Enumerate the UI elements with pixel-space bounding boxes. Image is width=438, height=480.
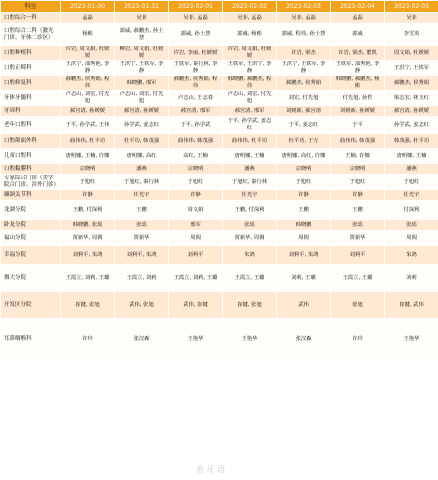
doctor-cell: 柳岩, 周文娟, 杜媛媛 (115, 46, 169, 61)
header-date: 2023-02-03 (277, 1, 331, 13)
doctor-cell: 许玲 (331, 319, 385, 360)
doctor-cell: 许静 (277, 190, 331, 201)
doctor-cell: 王鹏 (331, 201, 385, 220)
doctor-cell: 郭威, 程伟, 孙士慧 (277, 24, 331, 46)
dept-name: 口腔正畸科 (1, 61, 61, 76)
doctor-cell: 杨彬 (61, 24, 115, 46)
doctor-cell: 郝宫清, 邢军 (223, 106, 277, 117)
doctor-cell: 张瑶 (331, 220, 385, 231)
doctor-cell: 唐明娜, 高红, 许娜 (277, 149, 331, 164)
doctor-cell: 任光宇 (223, 190, 277, 201)
doctor-cell: 许岩, 梁杰 (277, 46, 331, 61)
doctor-cell: 张旭 (331, 292, 385, 319)
schedule-row (1, 190, 438, 201)
doctor-cell: 王鹏, 付深利 (223, 201, 277, 220)
schedule-row (1, 175, 438, 190)
doctor-cell: 王霞立, 刘莉, 王璐 (61, 265, 115, 292)
dept-name: 口腔黏膜科 (1, 164, 61, 175)
doctor-cell: 王鹏, 付深利 (61, 201, 115, 220)
doctor-cell: 杜平功, 于万 (277, 134, 331, 149)
doctor-cell: 郭威 (331, 24, 385, 46)
watermark-text: 香 牙 语 (196, 465, 226, 474)
doctor-cell: 王艳华 (385, 319, 438, 360)
doctor-cell: 于旭红, 秦行林 (115, 175, 169, 190)
doctor-cell: 吴菲, 孟磊 (223, 13, 277, 24)
doctor-cell: 郝鹏杰, 侯秀娟 (277, 76, 331, 91)
doctor-cell: 梁志宏, 林玉红 (385, 91, 438, 106)
doctor-cell: 潘燕 (115, 164, 169, 175)
schedule-body (1, 13, 438, 360)
doctor-cell: 王铁军, 邵秀艳, 李静 (331, 61, 385, 76)
doctor-cell: 唐明娜, 王楠 (385, 149, 438, 164)
schedule-row (1, 220, 438, 231)
doctor-cell: 王霞立, 刘莉 (115, 265, 169, 292)
doctor-cell: 曲伟伟, 韩茂强 (169, 134, 223, 149)
dept-name: 口腔综合二科（激光门诊、牙体二诊区） (1, 24, 61, 46)
dept-name: 老年口腔科 (1, 117, 61, 134)
dept-name: 专家综合门诊（美学院合门诊、涉外门诊） (1, 175, 61, 190)
doctor-cell: 王洪宁, 邵秀艳, 李静 (61, 61, 115, 76)
doctor-cell: 周文娟 (169, 201, 223, 220)
doctor-cell: 郭威, 孙士慧 (169, 24, 223, 46)
dept-name: 耳鼻咽喉科 (1, 319, 61, 360)
doctor-cell: 韩晓鹏, 邢军 (115, 76, 169, 91)
doctor-cell: 王铁军, 秦行林, 李静 (169, 61, 223, 76)
doctor-cell: 刘树新, 郝宫清 (277, 106, 331, 117)
doctor-cell: 宗晓明 (61, 164, 115, 175)
schedule-row (1, 231, 438, 246)
doctor-cell: 于平, 孙学武, 姜志红 (223, 117, 277, 134)
dept-name: 开发区分院 (1, 292, 61, 319)
header-row (1, 1, 438, 13)
doctor-cell: 卢志山, 刘宏, 付先旭 (61, 91, 115, 106)
doctor-cell: 王洪宁, 王铁军, 李静 (277, 61, 331, 76)
doctor-cell: 刘宏, 付先旭 (277, 91, 331, 106)
schedule-row (1, 265, 438, 292)
header-date: 2023-02-01 (169, 1, 223, 13)
doctor-cell: 于旭红, 秦行林 (223, 175, 277, 190)
doctor-cell: 朱鸿 (223, 246, 277, 265)
dept-name: 牙周科 (1, 106, 61, 117)
doctor-cell: 郝鹏杰, 侯秀娟, 程伟 (61, 76, 115, 91)
dept-name: 幸福分院 (1, 246, 61, 265)
doctor-cell: 王霞立, 王璐 (223, 265, 277, 292)
schedule-row (1, 134, 438, 149)
doctor-cell: 曲伟伟, 杜平功 (61, 134, 115, 149)
doctor-cell: 刘利平, 朱鸿 (61, 246, 115, 265)
dept-name: 卧龙分院 (1, 220, 61, 231)
header-date: 2023-01-31 (115, 1, 169, 13)
doctor-cell: 王洪宁, 王铁军, 李静 (115, 61, 169, 76)
doctor-cell: 张瑶 (115, 220, 169, 231)
doctor-cell: 周倜 (169, 231, 223, 246)
schedule-row (1, 24, 438, 46)
doctor-cell: 潘燕 (223, 164, 277, 175)
doctor-cell: 刘利平 (331, 246, 385, 265)
doctor-cell: 刘利平 (169, 246, 223, 265)
doctor-cell: 邢军 (169, 220, 223, 231)
doctor-cell: 卢志山, 王志春 (169, 91, 223, 106)
doctor-cell: 韩晓鹏, 郝鹏杰, 杨彬 (331, 76, 385, 91)
dept-name: 福山分院 (1, 231, 61, 246)
doctor-cell: 刘莉 (385, 265, 438, 292)
doctor-cell: 卢志山, 刘宏, 付先旭 (115, 91, 169, 106)
schedule-row (1, 117, 438, 134)
doctor-cell: 刘树新, 孙媛媛 (331, 106, 385, 117)
doctor-cell: 吴菲 (385, 13, 438, 24)
doctor-cell: 张瑶 (223, 220, 277, 231)
doctor-cell: 王艳华 (223, 319, 277, 360)
doctor-cell: 许静 (61, 190, 115, 201)
doctor-cell: 高红, 王楠 (169, 149, 223, 164)
schedule-row (1, 292, 438, 319)
doctor-cell: 武伟, 张旭 (115, 292, 169, 319)
schedule-row (1, 91, 438, 106)
header-dept: 科室 (1, 1, 61, 13)
doctor-cell: 刘利平, 朱鸿 (277, 246, 331, 265)
doctor-cell: 周文娟, 杜媛媛 (385, 46, 438, 61)
doctor-cell: 付深利 (385, 201, 438, 220)
doctor-cell: 郝鹏杰, 侯秀娟, 程伟 (169, 76, 223, 91)
header-date: 2023-02-02 (223, 1, 277, 13)
doctor-cell: 武伟, 崔键 (169, 292, 223, 319)
doctor-cell: 郭威, 郝鹏杰, 孙士慧 (115, 24, 169, 46)
doctor-cell: 王鹏 (115, 201, 169, 220)
doctor-cell: 贾新华 (115, 231, 169, 246)
dept-name: 口腔颌面外科 (1, 134, 61, 149)
doctor-cell: 吴菲, 孟磊 (169, 13, 223, 24)
dept-name: 颞颌关节科 (1, 190, 61, 201)
doctor-cell: 张汉森 (115, 319, 169, 360)
doctor-cell: 孟磊 (331, 13, 385, 24)
doctor-cell: 许岩, 李丽, 杜媛媛 (169, 46, 223, 61)
doctor-cell: 任光宇 (385, 190, 438, 201)
dept-name: 牙体牙髓科 (1, 91, 61, 106)
doctor-cell: 张瑶 (385, 220, 438, 231)
doctor-cell: 韩茂强, 杜平功 (385, 134, 438, 149)
dept-name: 龙湖分院 (1, 201, 61, 220)
doctor-cell: 郝鹏杰, 侯秀娟 (385, 76, 438, 91)
dept-name: 烟大分院 (1, 265, 61, 292)
doctor-cell: 于旭红 (61, 175, 115, 190)
doctor-cell: 卢志山, 刘宏, 付先旭 (223, 91, 277, 106)
doctor-cell: 王艳华 (169, 319, 223, 360)
doctor-cell: 任光宇 (115, 190, 169, 201)
doctor-cell: 吴菲, 孟磊 (277, 13, 331, 24)
doctor-cell: 孟磊 (61, 13, 115, 24)
schedule-row (1, 164, 438, 175)
doctor-cell: 宗晓明 (277, 164, 331, 175)
doctor-cell: 崔键, 张旭 (223, 292, 277, 319)
schedule-row (1, 106, 438, 117)
dept-name: 口腔修复科 (1, 76, 61, 91)
doctor-cell: 杜平功, 韩茂强 (115, 134, 169, 149)
doctor-cell: 唐明娜, 王楠 (223, 149, 277, 164)
doctor-cell: 张汉森 (277, 319, 331, 360)
doctor-cell: 郝宫清, 孙媛媛 (61, 106, 115, 117)
doctor-cell: 潘燕 (385, 164, 438, 175)
doctor-cell: 贾新华, 周倜 (223, 231, 277, 246)
header-date: 2023-01-30 (61, 1, 115, 13)
doctor-cell: 周倜 (385, 231, 438, 246)
doctor-cell: 孙学武, 姜志红 (385, 117, 438, 134)
schedule-row (1, 46, 438, 61)
doctor-cell: 王楠, 许娜 (331, 149, 385, 164)
dept-name: 口腔种植科 (1, 46, 61, 61)
doctor-cell: 许静 (169, 190, 223, 201)
doctor-cell: 于平, 孙学武 (169, 117, 223, 134)
doctor-cell: 宗晓明 (331, 164, 385, 175)
doctor-cell: 王铁军, 王洪宁, 李静 (223, 61, 277, 76)
doctor-cell: 王霞立, 王璐 (331, 265, 385, 292)
doctor-cell: 许静 (331, 190, 385, 201)
doctor-cell: 崔键, 武伟 (385, 292, 438, 319)
doctor-cell: 于旭红 (277, 175, 331, 190)
doctor-cell: 曲伟伟, 韩茂强 (331, 134, 385, 149)
doctor-cell: 贾新华, 周倜 (61, 231, 115, 246)
doctor-cell: 王鹏 (277, 201, 331, 220)
dept-name: 口腔综合一科 (1, 13, 61, 24)
schedule-row (1, 201, 438, 220)
doctor-cell: 于旭红 (385, 175, 438, 190)
doctor-cell: 于旭红 (169, 175, 223, 190)
doctor-cell: 贾新华 (331, 231, 385, 246)
schedule-row (1, 319, 438, 360)
doctor-cell: 于平, 姜志红 (277, 117, 331, 134)
doctor-cell: 曲伟伟, 杜平功 (223, 134, 277, 149)
doctor-cell: 于旭红 (331, 175, 385, 190)
schedule-row (1, 61, 438, 76)
doctor-cell: 王霞立, 刘莉, 王璐 (169, 265, 223, 292)
doctor-cell: 付先旭, 孙哲 (331, 91, 385, 106)
doctor-cell: 于平 (331, 117, 385, 134)
doctor-cell: 崔键, 张旭 (61, 292, 115, 319)
doctor-cell: 郝宫清, 孙媛媛 (115, 106, 169, 117)
doctor-cell: 武伟 (277, 292, 331, 319)
doctor-cell: 周倜 (277, 231, 331, 246)
doctor-cell: 郭威, 杨彬 (223, 24, 277, 46)
doctor-cell: 许岩, 梁杰, 董凯 (331, 46, 385, 61)
doctor-cell: 王洪宁, 王铁军 (385, 61, 438, 76)
schedule-row (1, 13, 438, 24)
doctor-cell: 许岩, 周文娟, 杜媛媛 (61, 46, 115, 61)
doctor-cell: 刘利平, 朱鸿 (115, 246, 169, 265)
doctor-cell: 吴菲 (115, 13, 169, 24)
doctor-cell: 孙学武, 姜志红 (115, 117, 169, 134)
doctor-cell: 刘莉, 王璐 (277, 265, 331, 292)
schedule-row (1, 76, 438, 91)
schedule-row (1, 246, 438, 265)
doctor-cell: 于平, 孙学武, 王伟 (61, 117, 115, 134)
doctor-cell: 郝宫清, 邢军 (169, 106, 223, 117)
doctor-cell: 李雪英 (385, 24, 438, 46)
doctor-cell: 韩晓鹏, 张瑶 (61, 220, 115, 231)
doctor-cell: 韩晓鹏, 郝鹏杰, 程伟 (223, 76, 277, 91)
schedule-row (1, 149, 438, 164)
doctor-cell: 韩晓鹏 (277, 220, 331, 231)
dept-name: 儿童口腔科 (1, 149, 61, 164)
header-date: 2023-02-05 (385, 1, 438, 13)
doctor-cell: 郝宫清, 孙媛媛 (385, 106, 438, 117)
doctor-cell: 许玲 (61, 319, 115, 360)
header-date: 2023-02-04 (331, 1, 385, 13)
doctor-cell: 唐明娜, 王楠, 许娜 (61, 149, 115, 164)
doctor-cell: 许岩, 周文娟, 杜媛媛 (223, 46, 277, 61)
doctor-cell: 朱鸿 (385, 246, 438, 265)
doctor-cell: 宗晓明 (169, 164, 223, 175)
doctor-cell: 唐明娜, 高红 (115, 149, 169, 164)
